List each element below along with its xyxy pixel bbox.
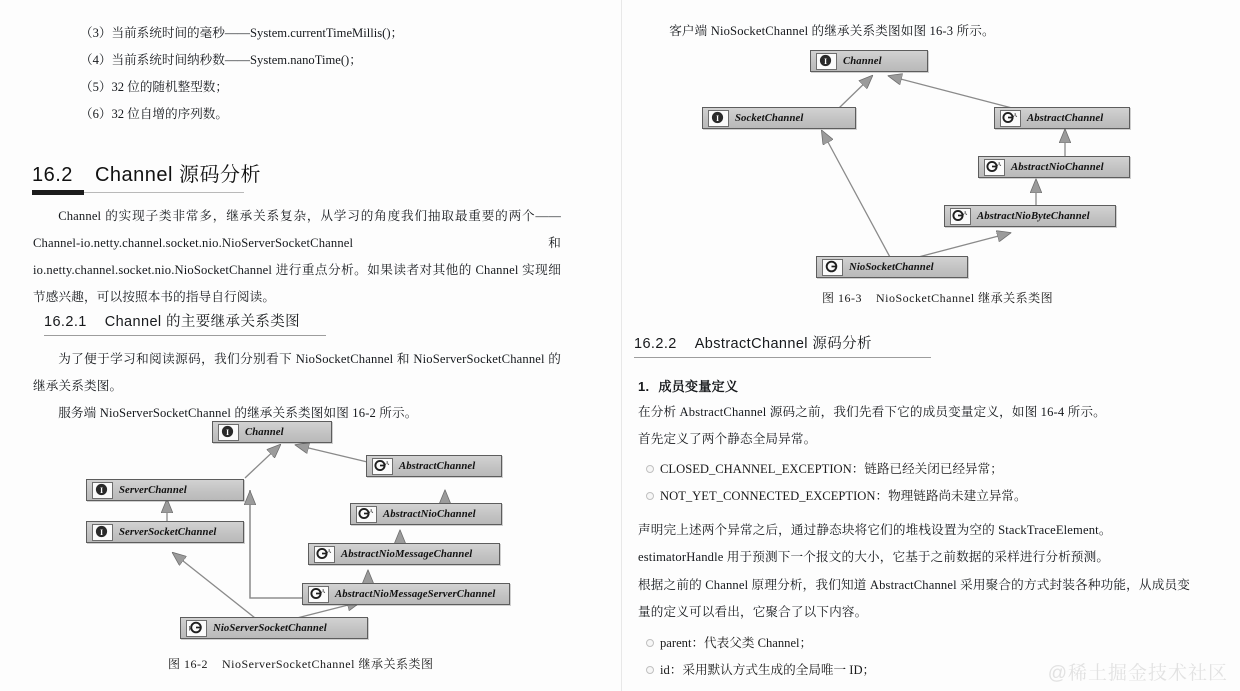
node-label: AbstractNioByteChannel [977, 210, 1090, 222]
bullet-text: NOT_YET_CONNECTED_EXCEPTION：物理链路尚未建立异常。 [660, 489, 1027, 503]
bullet-list-item [646, 456, 1202, 483]
node-label: ServerChannel [119, 484, 187, 496]
node-label: AbstractChannel [1027, 112, 1104, 124]
diagram-node-nio-server-socket-channel[interactable] [180, 617, 368, 639]
rule-thin-segment [84, 192, 244, 193]
subsection-number: 16.2.2 [634, 336, 677, 352]
node-label: AbstractNioChannel [1011, 161, 1104, 173]
right-page-column [622, 0, 1240, 691]
right-paragraph-3: 声明完上述两个异常之后，通过静态块将它们的堆栈设置为空的 StackTraceElement。 [638, 523, 1112, 537]
diagram-node-abstract-nio-channel[interactable] [350, 503, 502, 525]
node-label: AbstractNioMessageChannel [341, 548, 473, 560]
diagram-node-server-socket-channel[interactable] [86, 521, 244, 543]
subsection-title: AbstractChannel 源码分析 [694, 336, 872, 352]
node-label: Channel [843, 55, 882, 67]
svg-text:A: A [384, 460, 390, 467]
right-paragraph-1: 在分析 AbstractChannel 源码之前，我们先看下它的成员变量定义，如图 16-4 所示。 [638, 405, 1106, 419]
figure-caption-16-2 [168, 655, 433, 672]
interface-icon [92, 524, 113, 541]
interface-icon [708, 110, 729, 127]
numbered-item-3: （3）当前系统时间的毫秒——System.currentTimeMillis()； [80, 26, 404, 40]
bullet-circle-icon [646, 465, 660, 473]
watermark: @稀土掘金技术社区 [1047, 663, 1228, 684]
subsection-title: Channel 的主要继承关系类图 [104, 314, 301, 330]
diagram-node-abstract-channel[interactable] [366, 455, 502, 477]
diagram-node-abstract-nio-byte-channel[interactable] [944, 205, 1116, 227]
rule-thick-segment [32, 190, 84, 195]
svg-text:A: A [1012, 112, 1018, 119]
section-number: 16.2 [32, 164, 73, 186]
diagram-node-socket-channel[interactable] [702, 107, 856, 129]
abstract-class-icon [356, 506, 377, 523]
subsection-heading-16-2-1 [44, 310, 326, 331]
figure-number: 图 16-2 [168, 657, 208, 671]
abstract-class-icon [1000, 110, 1021, 127]
node-label: AbstractChannel [399, 460, 476, 472]
bullet-list-item [646, 630, 1202, 657]
numbered-item-5: （5）32 位的随机整型数； [80, 80, 228, 94]
svg-text:I: I [715, 113, 720, 123]
diagram-node-nio-socket-channel[interactable] [816, 256, 968, 278]
diagram-node-abstract-nio-message-channel[interactable] [308, 543, 500, 565]
right-paragraph-4: estimatorHandle 用于预测下一个报文的大小，它基于之前数据的采样进行分析预测。 [638, 550, 1110, 564]
bullet-text: id：采用默认方式生成的全局唯一 ID； [660, 663, 876, 677]
node-label: NioServerSocketChannel [213, 622, 327, 634]
svg-text:I: I [225, 427, 230, 437]
class-diagram-figure-16-3 [694, 48, 1184, 278]
node-label: NioSocketChannel [849, 261, 934, 273]
abstract-class-icon [314, 546, 335, 563]
numbered-item-6: （6）32 位自增的序列数。 [80, 107, 228, 121]
diagram-node-abstract-nio-channel[interactable] [978, 156, 1130, 178]
bullet-circle-icon [646, 639, 660, 647]
svg-text:A: A [320, 588, 326, 595]
abstract-class-icon [308, 586, 329, 603]
figure-title: NioSocketChannel 继承关系类图 [876, 291, 1054, 305]
interface-icon [92, 482, 113, 499]
figure-number: 图 16-3 [822, 291, 862, 305]
right-lead-paragraph: 客户端 NioSocketChannel 的继承关系类图如图 16-3 所示。 [669, 24, 995, 38]
svg-text:I: I [99, 527, 104, 537]
node-label: ServerSocketChannel [119, 526, 217, 538]
abstract-class-icon [984, 159, 1005, 176]
bullet-circle-icon [646, 666, 660, 674]
svg-text:I: I [99, 485, 104, 495]
svg-text:k: k [188, 624, 193, 632]
bullet-text: parent：代表父类 Channel； [660, 636, 813, 650]
subsection-number: 16.2.1 [44, 314, 87, 330]
sub-heading-member-variables [638, 376, 738, 395]
bullet-circle-icon [646, 492, 660, 500]
figure-title: NioServerSocketChannel 继承关系类图 [222, 657, 434, 671]
subsection-heading-16-2-2 [634, 332, 931, 353]
bullet-text: CLOSED_CHANNEL_EXCEPTION：链路已经关闭已经异常； [660, 462, 1003, 476]
interface-icon [816, 53, 837, 70]
numbered-item-4: （4）当前系统时间纳秒数——System.nanoTime()； [80, 53, 362, 67]
figure-caption-16-3 [822, 289, 1053, 306]
diagram-node-abstract-nio-message-server-channel[interactable] [302, 583, 510, 605]
node-label: Channel [245, 426, 284, 438]
abstract-class-icon [372, 458, 393, 475]
diagram-node-channel[interactable] [810, 50, 928, 72]
class-diagram-figure-16-2 [70, 420, 570, 645]
left-paragraph-2: 服务端 NioServerSocketChannel 的继承关系类图如图 16-2 所示。 [58, 406, 418, 420]
interface-icon [218, 424, 239, 441]
node-label: AbstractNioChannel [383, 508, 476, 520]
section-heading-rule [32, 190, 282, 195]
node-label: AbstractNioMessageServerChannel [335, 588, 496, 600]
sub-heading-title: 成员变量定义 [658, 379, 739, 394]
bullet-list-item [646, 483, 1202, 510]
right-paragraph-2: 首先定义了两个静态全局异常。 [638, 432, 817, 446]
abstract-class-icon [950, 208, 971, 225]
diagram-node-abstract-channel[interactable] [994, 107, 1130, 129]
svg-text:A: A [368, 508, 374, 515]
svg-text:A: A [962, 210, 968, 217]
class-icon [186, 620, 207, 637]
diagram-node-channel[interactable] [212, 421, 332, 443]
svg-text:A: A [326, 548, 332, 555]
subsection-heading-rule [44, 335, 326, 336]
class-icon [822, 259, 843, 276]
node-label: SocketChannel [735, 112, 804, 124]
subsection-heading-rule [634, 357, 931, 358]
diagram-node-server-channel[interactable] [86, 479, 244, 501]
section-heading-16-2 [32, 158, 282, 187]
left-paragraph-1: 为了便于学习和阅读源码，我们分别看下 NioSocketChannel 和 NioServerSocketChannel 的继承关系类图。 [33, 352, 561, 393]
svg-text:I: I [823, 56, 828, 66]
intro-paragraph: Channel 的实现子类非常多，继承关系复杂，从学习的角度我们抽取最重要的两个——Channel-io.netty.channel.socket.nio.NioServerSocketChannel 和 io.netty.channel.socket.nio.NioSocketChannel 进行重点分析。如果读者对其他的 Channel 实现细节感兴趣，可以按照本书的指导自行阅读。 [33, 209, 561, 304]
right-paragraph-5: 根据之前的 Channel 原理分析，我们知道 AbstractChannel 采用聚合的方式封装各种功能，从成员变量的定义可以看出，它聚合了以下内容。 [638, 578, 1190, 619]
section-title: Channel 源码分析 [94, 164, 261, 186]
svg-text:A: A [996, 161, 1002, 168]
sub-heading-number: 1. [638, 379, 650, 394]
